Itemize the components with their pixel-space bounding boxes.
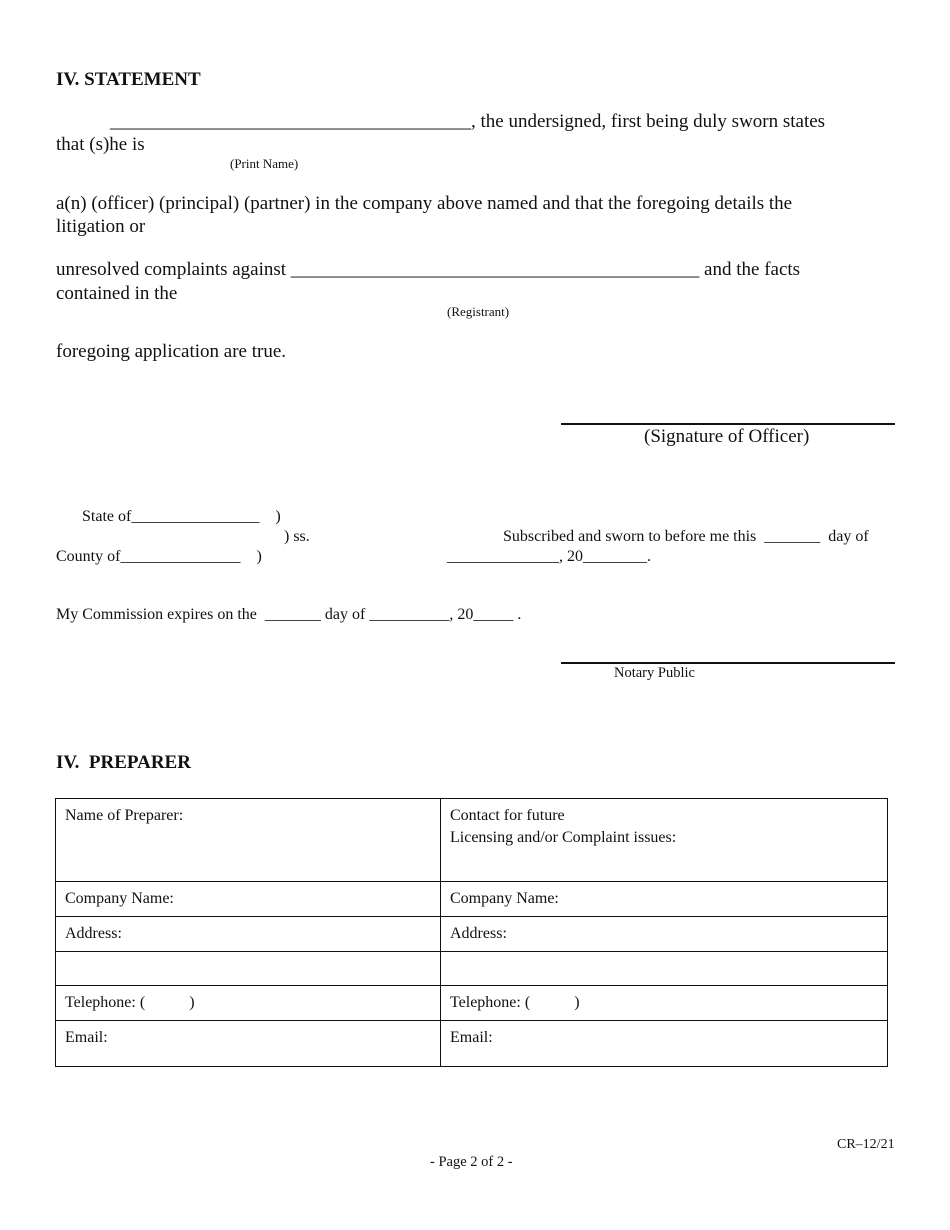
table-row (56, 882, 888, 917)
telephone-close-left: ) (189, 994, 195, 1011)
address-label-right: Address: (450, 925, 507, 942)
state-of-line: State of________________ ) (82, 508, 281, 525)
table-row (56, 917, 888, 952)
telephone-cell-right (441, 986, 888, 1021)
telephone-label-right: Telephone: ( (450, 994, 531, 1011)
company-name-cell-right (441, 882, 888, 917)
table-row (56, 1021, 888, 1067)
company-name-label-right: Company Name: (450, 890, 559, 907)
telephone-label-left: Telephone: ( (65, 994, 146, 1011)
statement-line2-cont: litigation or (56, 216, 146, 237)
statement-heading: IV. STATEMENT (56, 69, 201, 90)
sworn-line2: ______________, 20________. (447, 548, 651, 565)
name-of-preparer-cell (56, 799, 441, 882)
company-name-label-left: Company Name: (65, 890, 174, 907)
statement-line2: a(n) (officer) (principal) (partner) in the company above named and that the foregoing details the (56, 193, 793, 214)
print-name-label: (Print Name) (230, 156, 299, 171)
registrant-label: (Registrant) (447, 304, 510, 319)
notary-label: Notary Public (614, 665, 695, 681)
commission-line: My Commission expires on the _______ day of __________, 20_____ . (56, 606, 522, 623)
address-extra-cell-right (441, 952, 888, 986)
table-row (56, 952, 888, 986)
notary-rule (561, 662, 895, 664)
contact-issues-label: Licensing and/or Complaint issues: (450, 829, 677, 846)
email-cell-right (441, 1021, 888, 1067)
county-of-line: County of_______________ ) (56, 548, 262, 565)
preparer-table (55, 798, 888, 1067)
statement-line1-cont: that (s)he is (56, 134, 145, 155)
address-cell-left (56, 917, 441, 952)
email-label-left: Email: (65, 1029, 108, 1046)
telephone-cell-left (56, 986, 441, 1021)
table-row (56, 986, 888, 1021)
registrant-line: unresolved complaints against ___________________________________________ and the facts (56, 259, 801, 280)
email-label-right: Email: (450, 1029, 493, 1046)
telephone-close-right: ) (574, 994, 580, 1011)
address-label-left: Address: (65, 925, 122, 942)
name-of-preparer-label: Name of Preparer: (65, 807, 184, 824)
address-cell-right (441, 917, 888, 952)
email-cell-left (56, 1021, 441, 1067)
signature-label: (Signature of Officer) (644, 426, 810, 447)
statement-line3-cont: contained in the (56, 283, 178, 304)
print-name-line: ______________________________________, the undersigned, first being duly sworn states (110, 111, 826, 132)
address-extra-cell-left (56, 952, 441, 986)
sworn-line1: Subscribed and sworn to before me this _______ day of (503, 528, 869, 545)
preparer-heading: IV. PREPARER (56, 752, 191, 773)
contact-label: Contact for future (450, 807, 565, 824)
page-number: - Page 2 of 2 - (430, 1154, 513, 1170)
company-name-cell-left (56, 882, 441, 917)
ss-line: ) ss. (284, 528, 310, 545)
contact-cell (441, 799, 888, 882)
table-row (56, 799, 888, 882)
form-code: CR–12/21 (837, 1137, 895, 1152)
statement-line4: foregoing application are true. (56, 341, 287, 362)
signature-rule (561, 423, 895, 425)
